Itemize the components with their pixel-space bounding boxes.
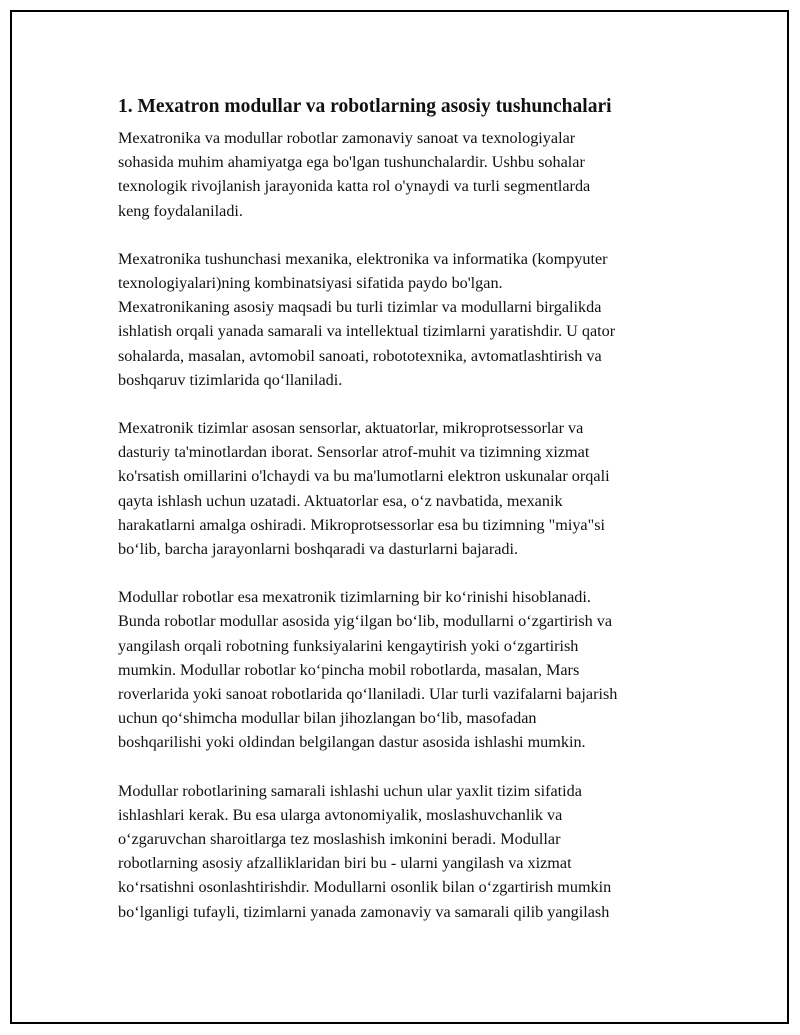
text-line: mumkin. Modullar robotlar ko‘pincha mobil robotlarda, masalan, Mars: [118, 660, 580, 679]
text-line: robotlarning asosiy afzalliklaridan biri bu - ularni yangilash va xizmat: [118, 854, 572, 873]
text-line: Mexatronika tushunchasi mexanika, elektronika va informatika (kompyuter: [118, 249, 608, 268]
text-line: sohasida muhim ahamiyatga ega bo'lgan tushunchalardir. Ushbu sohalar: [118, 153, 585, 172]
text-line: harakatlarni amalga oshiradi. Mikroprotsessorlar esa bu tizimning "miya"si: [118, 515, 606, 534]
text-line: texnologiyalari)ning kombinatsiyasi sifatida paydo bo'lgan.: [118, 274, 503, 293]
text-line: boshqarilishi yoki oldindan belgilangan dastur asosida ishlashi mumkin.: [118, 733, 586, 752]
text-line: Mexatronika va modullar robotlar zamonaviy sanoat va texnologiyalar: [118, 129, 576, 147]
text-line: dasturiy ta'minotlardan iborat. Sensorlar atrof-muhit va tizimning xizmat: [118, 443, 590, 462]
document-page: [10, 10, 789, 1024]
text-line: Mexatronik tizimlar asosan sensorlar, aktuatorlar, mikroprotsessorlar va: [118, 419, 584, 438]
text-line: Modullar robotlarining samarali ishlashi uchun ular yaxlit tizim sifatida: [118, 781, 582, 800]
text-line: o‘zgaruvchan sharoitlarga tez moslashish imkonini beradi. Modullar: [118, 830, 561, 849]
section-heading: 1. Mexatron modullar va robotlarning asosiy tushunchalari: [118, 96, 612, 117]
paragraph: [118, 416, 688, 561]
text-line: sohalarda, masalan, avtomobil sanoati, robototexnika, avtomatlashtirish va: [118, 346, 602, 365]
text-line: ishlatish orqali yanada samarali va intellektual tizimlarni yaratishdir. U qator: [118, 322, 616, 341]
text-line: ko'rsatish omillarini o'lchaydi va bu ma'lumotlarni elektron uskunalar orqali: [118, 467, 610, 486]
text-line: keng foydalaniladi.: [118, 201, 243, 220]
text-line: bo‘lib, barcha jarayonlarni boshqaradi va dasturlarni bajaradi.: [118, 540, 519, 559]
text-line: Modullar robotlar esa mexatronik tizimlarning bir ko‘rinishi hisoblanadi.: [118, 588, 591, 607]
document-content: [118, 94, 688, 948]
text-line: ishlashlari kerak. Bu esa ularga avtonomiyalik, moslashuvchanlik va: [118, 805, 563, 824]
text-line: roverlarida yoki sanoat robotlarida qo‘llaniladi. Ular turli vazifalarni bajarish: [118, 685, 618, 704]
text-line: Mexatronikaning asosiy maqsadi bu turli tizimlar va modullarni birgalikda: [118, 298, 602, 317]
paragraph: [118, 247, 688, 392]
text-line: yangilash orqali robotning funksiyalarini kengaytirish yoki o‘zgartirish: [118, 636, 579, 655]
text-line: texnologik rivojlanish jarayonida katta rol o'ynaydi va turli segmentlarda: [118, 177, 591, 196]
text-line: bo‘lganligi tufayli, tizimlarni yanada zamonaviy va samarali qilib yangilash: [118, 902, 610, 921]
text-line: ko‘rsatishni osonlashtirishdir. Modullarni osonlik bilan o‘zgartirish mumkin: [118, 878, 612, 897]
text-line: Bunda robotlar modullar asosida yig‘ilgan bo‘lib, modullarni o‘zgartirish va: [118, 612, 613, 631]
paragraph: [118, 779, 688, 924]
text-line: uchun qo‘shimcha modullar bilan jihozlangan bo‘lib, masofadan: [118, 709, 537, 728]
paragraph: [118, 126, 688, 223]
paragraph: [118, 585, 688, 754]
text-line: qayta ishlash uchun uzatadi. Aktuatorlar esa, o‘z navbatida, mexanik: [118, 491, 563, 510]
text-line: boshqaruv tizimlarida qo‘llaniladi.: [118, 370, 343, 389]
